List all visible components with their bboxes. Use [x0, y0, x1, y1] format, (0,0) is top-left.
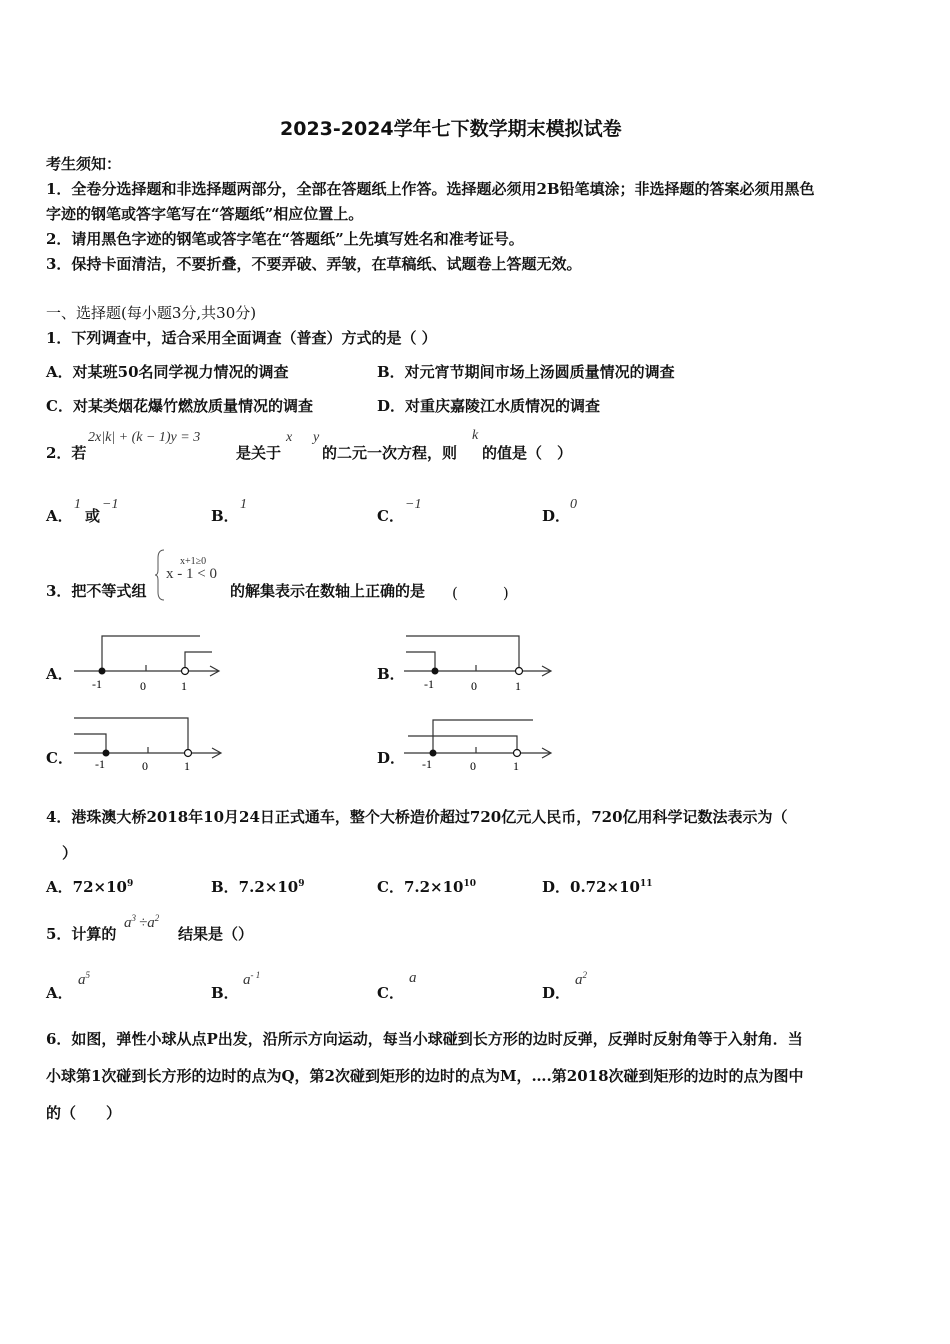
solution-bracket-left: [74, 734, 106, 753]
solution-bracket-right: [406, 636, 519, 671]
q2-option-d-label: D．: [542, 507, 571, 525]
q4-option-a-base: A．72×10: [46, 878, 127, 896]
q3-inequality-1: x+1≥0: [180, 556, 207, 567]
q5-expression: [124, 913, 159, 932]
solution-bracket-right: [185, 652, 212, 671]
q4-option-a-exponent: 9: [126, 879, 134, 889]
q5-option-b-value: $a^{- 1}$: [243, 970, 261, 988]
notice-line-1b: 字迹的钢笔或答字笔写在“答题纸”相应位置上。: [46, 205, 364, 223]
q1-option-a: A．对某班50名同学视力情况的调查: [46, 363, 289, 381]
q3-text-end: 的解集表示在数轴上正确的是: [230, 582, 426, 600]
q6-line-2: 小球第1次碰到长方形的边时的点为Q，第2次碰到矩形的边时的点为M，….第2018次碰到矩形的边时的点为图中: [46, 1067, 804, 1085]
q2-option-c-value: −1: [405, 497, 422, 512]
q3-inequality-2: x - 1 < 0: [166, 566, 217, 582]
q2-text-end: 的值是（ ）: [482, 444, 573, 462]
q5-option-b-label: B．: [211, 984, 239, 1002]
q3-option-d-label: D．: [377, 749, 406, 767]
tick-label-minus-one: -1: [95, 757, 105, 771]
tick-label-minus-one: -1: [422, 757, 432, 771]
open-point: [182, 668, 189, 675]
tick-label-one: 1: [184, 759, 190, 773]
solution-bracket-right: [408, 736, 517, 753]
closed-point: [103, 750, 110, 757]
q1-option-b: B．对元宵节期间市场上汤圆质量情况的调查: [377, 363, 675, 381]
q4-option-b-exponent: 9: [298, 879, 305, 889]
q5-text-end: 结果是（）: [178, 925, 254, 943]
q2-option-a-label: A．: [46, 507, 73, 525]
closed-point: [430, 750, 437, 757]
q5-expr-divide: ÷a: [139, 915, 155, 931]
tick-label-minus-one: -1: [92, 677, 102, 691]
tick-label-zero: 0: [471, 679, 477, 693]
closed-point: [99, 668, 106, 675]
notice-line-1a: 1．全卷分选择题和非选择题两部分，全部在答题纸上作答。选择题必须用2B铅笔填涂；非选择题的答案必须用黑色: [46, 180, 815, 198]
q5-expr-exp1: 3: [131, 913, 136, 923]
q5-option-d-value: $a^2$: [575, 970, 587, 988]
page-title: 2023-2024学年七下数学期末模拟试卷: [280, 118, 622, 140]
q6-line-3: 的（ ）: [46, 1104, 122, 1122]
q4-stem: 4．港珠澳大桥2018年10月24日正式通车，整个大桥造价超过720亿元人民币，720亿用科学记数法表示为（: [46, 808, 788, 826]
q3-stem: 3．把不等式组: [46, 582, 147, 600]
q3-answer-paren: ( ): [452, 584, 509, 602]
q2-option-b-value: 1: [240, 497, 247, 512]
q3-option-a-numberline: [70, 628, 230, 694]
q2-option-a-value2: −1: [102, 497, 119, 512]
tick-label-one: 1: [515, 679, 521, 693]
q3-brace: [154, 548, 166, 602]
q4-option-d: [542, 876, 653, 897]
q5-stem: 5．计算的: [46, 925, 117, 943]
q4-option-c-base: C．7.2×10: [377, 878, 464, 896]
q3-option-b-numberline: [400, 628, 560, 694]
q2-var-y: y: [313, 430, 320, 445]
q5-option-c-value: a: [409, 970, 417, 986]
q2-number: 2．若: [46, 444, 87, 462]
q6-line-1: 6．如图，弹性小球从点P出发，沿所示方向运动，每当小球碰到长方形的边时反弹，反弹时反射角等于入射角．当: [46, 1030, 803, 1048]
q4-option-c-exponent: 10: [463, 879, 477, 889]
tick-label-zero: 0: [140, 679, 146, 693]
q2-var-k: k: [472, 428, 479, 443]
section-heading: 一、选择题(每小题3分,共30分): [46, 304, 257, 322]
q1-stem: 1．下列调查中，适合采用全面调查（普查）方式的是（ ）: [46, 329, 437, 347]
q2-option-d-value: 0: [570, 497, 577, 512]
notice-line-3: 3．保持卡面清洁，不要折叠，不要弄破、弄皱，在草稿纸、试题卷上答题无效。: [46, 255, 582, 273]
q5-option-c-label: C．: [377, 984, 404, 1002]
q4-option-b-base: B．7.2×10: [211, 878, 299, 896]
q2-text-about: 是关于: [236, 444, 282, 462]
q4-stem-close: ）: [62, 844, 78, 862]
solution-bracket-right: [74, 718, 188, 753]
closed-point: [432, 668, 439, 675]
q2-option-c-label: C．: [377, 507, 404, 525]
q3-option-c-numberline: [70, 710, 230, 776]
tick-label-zero: 0: [470, 759, 476, 773]
solution-bracket-left: [406, 652, 435, 671]
tick-label-zero: 0: [142, 759, 148, 773]
q4-option-d-exponent: 11: [639, 879, 653, 889]
q1-option-d: D．对重庆嘉陵江水质情况的调查: [377, 397, 601, 415]
q4-option-d-base: D．0.72×10: [542, 878, 640, 896]
q2-equation: 2x|k| + (k − 1)y = 3: [88, 430, 201, 445]
q5-option-a-label: A．: [46, 984, 73, 1002]
tick-label-minus-one: -1: [424, 677, 434, 691]
q3-option-c-label: C．: [46, 749, 73, 767]
q4-option-a: [46, 876, 133, 897]
q2-text-equation: 的二元一次方程，则: [322, 444, 458, 462]
q2-option-b-label: B．: [211, 507, 239, 525]
open-point: [514, 750, 521, 757]
q1-option-c: C．对某类烟花爆竹燃放质量情况的调查: [46, 397, 313, 415]
q2-option-a-value1: 1: [74, 497, 81, 512]
tick-label-one: 1: [513, 759, 519, 773]
q5-expr-exp2: 2: [154, 913, 160, 923]
q3-option-d-numberline: [400, 710, 560, 776]
q3-option-b-label: B．: [377, 665, 405, 683]
q2-option-a-or: 或: [85, 507, 101, 525]
tick-label-one: 1: [181, 679, 187, 693]
q5-option-a-value: $a^5$: [78, 970, 90, 988]
notice-line-2: 2．请用黑色字迹的钢笔或答字笔在“答题纸”上先填写姓名和准考证号。: [46, 230, 524, 248]
notice-heading: 考生须知：: [46, 155, 122, 173]
open-point: [516, 668, 523, 675]
q2-var-x: x: [286, 430, 293, 445]
open-point: [185, 750, 192, 757]
q5-expr-base: a: [124, 915, 132, 931]
q4-option-c: [377, 876, 476, 897]
q5-option-d-label: D．: [542, 984, 571, 1002]
q3-option-a-label: A．: [46, 665, 73, 683]
q4-option-b: [211, 876, 304, 897]
